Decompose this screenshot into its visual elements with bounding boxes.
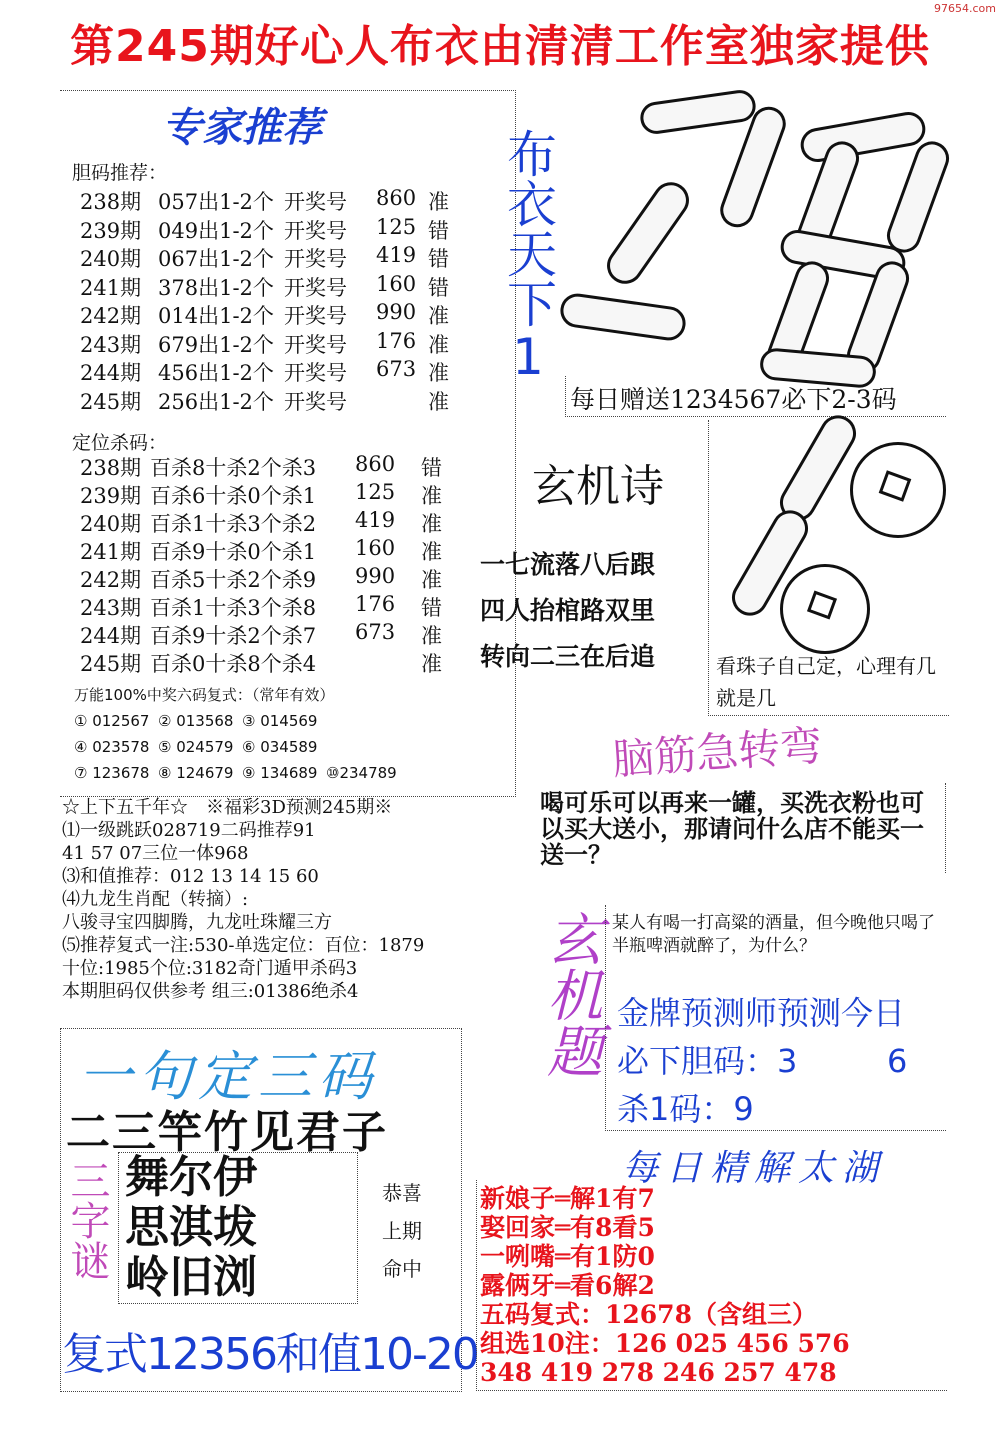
wuqian-line: ⑶和值推荐：012 13 14 15 60: [62, 866, 319, 887]
dan-draw-number: 160: [376, 271, 417, 296]
naojin-box: [535, 783, 946, 873]
dan-result: 错: [428, 275, 449, 300]
xuanji-line: 转向二三在后追: [480, 642, 656, 671]
xuanjiti-header: 玄机题: [538, 910, 603, 1078]
dan-draw-label: 开奖号: [284, 389, 347, 414]
dan-result: 准: [428, 332, 449, 357]
kill-result: 错: [421, 596, 442, 620]
taihu-line: 组选10注：126 025 456 576: [480, 1329, 850, 1358]
dan-label: 胆码推荐：: [72, 162, 168, 184]
taihu-line: 露俩牙═看6解2: [480, 1271, 655, 1300]
six-code-item: ① 012567: [74, 712, 150, 730]
gold-line-3: [617, 1084, 754, 1130]
expert-header: 专家推荐: [162, 105, 322, 151]
congxi-line: 上期: [382, 1219, 422, 1243]
gift-text: 每日赠送1234567必下2-3码: [570, 385, 897, 414]
xuanji-header: 玄机诗: [532, 461, 664, 512]
dan-issue: 245期: [80, 389, 142, 414]
fushi-text: 复式12356和值10-20: [62, 1329, 478, 1380]
dan-row: [80, 243, 449, 273]
congxi-line: 恭喜: [382, 1181, 422, 1205]
kill-draw-number: 419: [355, 508, 396, 532]
dan-issue: 240期: [80, 247, 142, 271]
dan-draw-label: 开奖号: [284, 190, 347, 214]
six-code-label: 万能100%中奖六码复式：（常年有效）: [74, 686, 335, 704]
taihu-line: 娶回家═有8看5: [480, 1213, 655, 1242]
zimi-label: 三字谜: [64, 1160, 110, 1280]
kill-row: [80, 564, 442, 594]
gold-dan-2: 6: [887, 1042, 908, 1080]
kill-result: 准: [421, 624, 442, 648]
dan-result: 准: [428, 190, 449, 214]
kill-draw-number: 990: [355, 564, 396, 588]
dan-draw-label: 开奖号: [284, 361, 347, 385]
six-code-row-3: [74, 764, 410, 782]
xuanji-poem: [480, 542, 655, 680]
dan-row: [80, 300, 449, 330]
dan-row: [80, 329, 449, 359]
dan-issue: 243期: [80, 332, 142, 357]
wuqian-line: 八骏寻宝四脚腾，九龙吐珠耀三方: [62, 912, 332, 933]
zimi-line: 舞尔伊: [125, 1152, 257, 1203]
taihu-line: 348 419 278 246 257 478: [480, 1358, 837, 1387]
six-code-item: ⑧ 124679: [158, 764, 234, 782]
gold-line-2: [617, 1036, 907, 1082]
kill-issue: 238期: [80, 456, 142, 480]
congxi: [382, 1174, 422, 1288]
kill-row: [80, 648, 442, 678]
kill-rule: 百杀6十杀0个杀1: [150, 484, 317, 508]
kill-issue: 239期: [80, 484, 142, 508]
taihu-header: 每日精解太湖: [622, 1148, 887, 1189]
xuanji-line: 一七流落八后跟: [480, 550, 656, 579]
dan-pick: 057出1-2个: [158, 190, 274, 214]
six-code-row-2: [74, 738, 326, 756]
kill-issue: 242期: [80, 568, 142, 592]
dan-row: [80, 386, 449, 416]
gold-line-1: 金牌预测师预测今日: [617, 994, 906, 1032]
yiju-header: 一句定三码: [78, 1045, 378, 1108]
kill-row: [80, 508, 442, 538]
dan-draw-number: 176: [376, 328, 417, 353]
dan-draw-number: 860: [376, 186, 417, 210]
dan-draw-label: 开奖号: [284, 275, 347, 300]
dan-draw-label: 开奖号: [284, 304, 347, 328]
six-code-item: ③ 014569: [242, 712, 318, 730]
dan-draw-number: 419: [376, 243, 417, 267]
xuanji-line: 四人抬棺路双里: [480, 596, 656, 625]
taihu-line: 五码复式：12678（含组三）: [480, 1300, 817, 1329]
six-code-item: ④ 023578: [74, 738, 150, 756]
kill-rule: 百杀9十杀2个杀7: [150, 624, 317, 648]
kill-issue: 244期: [80, 624, 142, 648]
dan-result: 错: [428, 247, 449, 271]
congxi-line: 命中: [382, 1257, 422, 1281]
six-code-item: ⑨ 134689: [242, 764, 318, 782]
kill-result: 错: [421, 456, 442, 480]
beads-note: 看珠子自己定，心理有几就是几: [716, 654, 936, 710]
taihu-line: 新娘子═解1有7: [480, 1184, 655, 1213]
gold-kill-label: 杀1码：: [617, 1090, 734, 1128]
kill-row: [80, 536, 442, 566]
kill-draw-number: 176: [355, 592, 396, 616]
kill-row: [80, 480, 442, 510]
dan-result: 准: [428, 304, 449, 328]
naojin-text: 喝可乐可以再来一罐，买洗衣粉也可以买大送小，那请问什么店不能买一送一？: [540, 788, 924, 869]
buyi-vertical: 布衣天下1: [499, 128, 557, 386]
kill-rule: 百杀1十杀3个杀2: [150, 512, 317, 536]
dan-issue: 241期: [80, 275, 142, 300]
dan-draw-number: 990: [376, 300, 417, 324]
dan-pick: 067出1-2个: [158, 247, 274, 271]
kill-result: 准: [421, 484, 442, 508]
six-code-item: ⑥ 034589: [242, 738, 318, 756]
dan-row: [80, 186, 449, 216]
kill-draw-number: 125: [355, 480, 396, 504]
dan-pick: 378出1-2个: [158, 275, 274, 300]
wuqian-line: ⑷九龙生肖配（转摘）:: [62, 889, 249, 910]
six-code-item: ⑤ 024579: [158, 738, 234, 756]
dan-result: 准: [428, 361, 449, 385]
dan-issue: 242期: [80, 304, 142, 328]
dan-pick: 679出1-2个: [158, 332, 274, 357]
taihu-line: 一咧嘴═有1防0: [480, 1242, 655, 1271]
six-code-item: ② 013568: [158, 712, 234, 730]
zimi-line: 岭旧浏: [125, 1252, 257, 1303]
gold-dan-label: 必下胆码：: [617, 1042, 778, 1080]
kill-result: 准: [421, 568, 442, 592]
xuanjiti-text: 某人有喝一打高粱的酒量，但今晚他只喝了半瓶啤酒就醉了，为什么？: [612, 913, 935, 956]
kill-issue: 240期: [80, 512, 142, 536]
dan-draw-number: 125: [376, 214, 417, 239]
kill-row: [80, 620, 442, 650]
wuqian-line: 41 57 07三位一体968: [62, 843, 249, 864]
site-watermark: 97654.com: [934, 2, 996, 15]
dan-issue: 238期: [80, 190, 142, 214]
kill-draw-number: 860: [355, 452, 396, 476]
kill-draw-number: [355, 648, 421, 678]
yiju-phrase: 二三竿竹见君子: [66, 1107, 388, 1158]
dan-pick: 014出1-2个: [158, 304, 274, 328]
dan-pick: 456出1-2个: [158, 361, 274, 385]
six-code-item: ⑦ 123678: [74, 764, 150, 782]
dan-result: 错: [428, 218, 449, 243]
kill-label: 定位杀码：: [72, 432, 168, 454]
dan-draw-label: 开奖号: [284, 332, 347, 357]
naojin-header: 脑筋急转弯: [610, 720, 824, 785]
six-code-item: ⑩234789: [326, 764, 397, 782]
wuqian-line: ⑸推荐复式一注:530-单选定位：百位：1879: [62, 935, 425, 956]
dan-draw-label: 开奖号: [284, 247, 347, 271]
kill-result: 准: [421, 652, 442, 676]
wuqian-line: 本期胆码仅供参考 组三:01386绝杀4: [62, 981, 359, 1002]
kill-issue: 243期: [80, 596, 142, 620]
kill-rule: 百杀0十杀8个杀4: [150, 652, 317, 676]
dan-result: 准: [428, 389, 449, 414]
gold-dan-1: 3: [777, 1042, 798, 1080]
zimi-line: 思淇坺: [125, 1202, 257, 1253]
kill-result: 准: [421, 540, 442, 564]
kill-row: [80, 452, 442, 482]
wuqian-line: 十位:1985个位:3182奇门遁甲杀码3: [62, 958, 358, 979]
dan-draw-number: [376, 386, 428, 416]
page-title: 第245期好心人布衣由清清工作室独家提供: [70, 21, 930, 72]
dan-row: [80, 272, 449, 302]
dan-row: [80, 357, 449, 387]
dan-pick: 256出1-2个: [158, 389, 274, 414]
zimi-box: [118, 1152, 358, 1304]
dan-issue: 244期: [80, 361, 142, 385]
kill-rule: 百杀8十杀2个杀3: [150, 456, 317, 480]
kill-rule: 百杀1十杀3个杀8: [150, 596, 317, 620]
wuqian-line: ☆上下五千年☆ ※福彩3D预测245期※: [62, 797, 393, 818]
kill-draw-number: 160: [355, 536, 396, 560]
kill-draw-number: 673: [355, 620, 396, 644]
gold-kill: 9: [733, 1090, 754, 1128]
kill-issue: 245期: [80, 652, 142, 676]
dan-draw-label: 开奖号: [284, 218, 347, 243]
wuqian-section: [62, 796, 424, 1003]
dan-row: [80, 215, 449, 245]
kill-rule: 百杀9十杀0个杀1: [150, 540, 317, 564]
kill-rule: 百杀5十杀2个杀9: [150, 568, 317, 592]
dan-draw-number: 673: [376, 357, 417, 381]
dan-pick: 049出1-2个: [158, 218, 274, 243]
taihu-lines: [480, 1184, 850, 1387]
wuqian-line: ⑴一级跳跃028719二码推荐91: [62, 820, 316, 841]
kill-result: 准: [421, 512, 442, 536]
kill-issue: 241期: [80, 540, 142, 564]
kill-row: [80, 592, 442, 622]
six-code-row-1: [74, 712, 326, 730]
dan-issue: 239期: [80, 218, 142, 243]
